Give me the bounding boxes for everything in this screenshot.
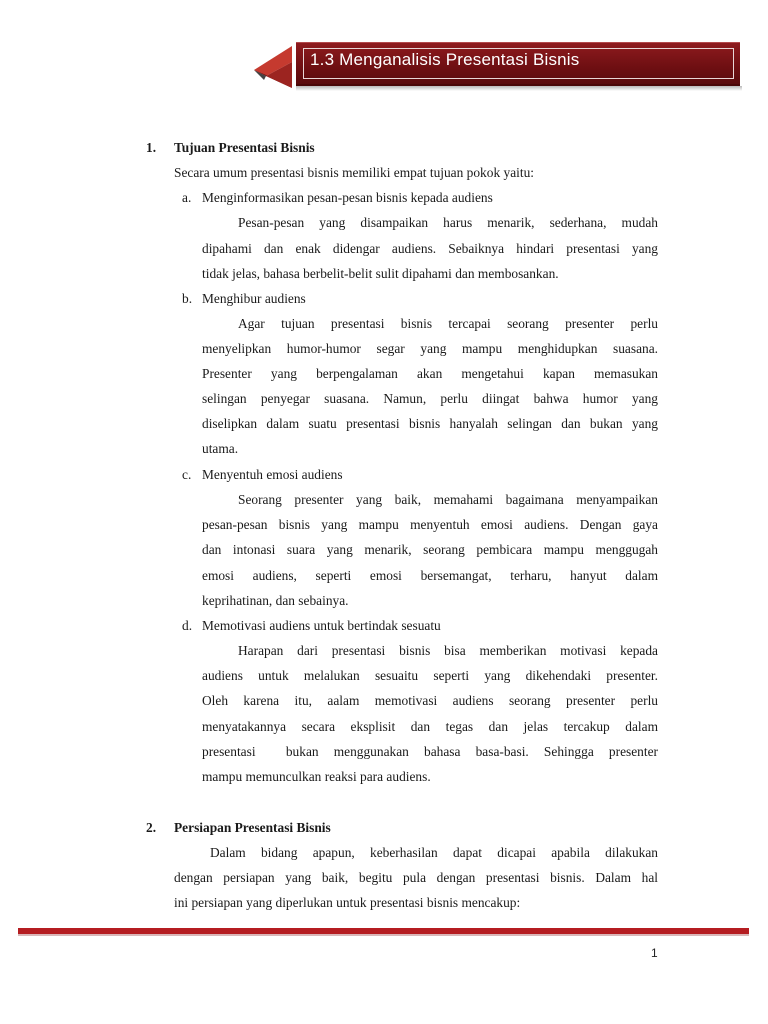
item-title: Menyentuh emosi audiens	[202, 467, 343, 482]
banner-shadow	[296, 86, 742, 91]
paragraph-line: Presenter yang berpengalaman akan mengetahui kapan memasukan	[202, 366, 658, 381]
paragraph-line: dan intonasi suara yang menarik, seorang pembicara mampu menggugah	[202, 542, 658, 557]
paragraph-line: audiens untuk melalukan sesuaitu seperti yang dikehendaki presenter.	[202, 668, 658, 683]
paragraph-line: dipahami dan enak didengar audiens. Sebaiknya hindari presentasi yang	[202, 241, 658, 256]
page-number: 1	[651, 946, 658, 960]
item-letter: a.	[182, 190, 192, 205]
title-banner	[296, 42, 740, 86]
section-heading: Persiapan Presentasi Bisnis	[174, 820, 331, 835]
paragraph-line: pesan-pesan bisnis yang mampu menyentuh emosi audiens. Dengan gaya	[202, 517, 658, 532]
page-title: 1.3 Menganalisis Presentasi Bisnis	[310, 50, 580, 69]
section-number: 2.	[146, 820, 157, 835]
paragraph-line: keprihatinan, dan sebainya.	[202, 593, 349, 608]
arrow-logo-icon	[252, 40, 298, 90]
paragraph-line: Harapan dari presentasi bisnis bisa memberikan motivasi kepada	[238, 643, 658, 658]
item-title: Menginformasikan pesan-pesan bisnis kepada audiens	[202, 190, 493, 205]
item-title: Menghibur audiens	[202, 291, 306, 306]
paragraph-line: menyatakannya secara eksplisit dan tegas dan jelas tercakup dalam	[202, 719, 658, 734]
paragraph-line: Oleh karena itu, aalam memotivasi audiens seorang presenter perlu	[202, 693, 658, 708]
paragraph-line: emosi audiens, seperti emosi bersemangat, terharu, hanyut dalam	[202, 568, 658, 583]
paragraph-line: Dalam bidang apapun, keberhasilan dapat dicapai apabila dilakukan	[210, 845, 658, 860]
paragraph-line: selingan penyegar suasana. Namun, perlu diingat bahwa humor yang	[202, 391, 658, 406]
paragraph-line: presentasi bukan menggunakan bahasa basa-basi. Sehingga presenter	[202, 744, 658, 759]
paragraph-line: Agar tujuan presentasi bisnis tercapai seorang presenter perlu	[238, 316, 658, 331]
paragraph-line: Seorang presenter yang baik, memahami bagaimana menyampaikan	[238, 492, 658, 507]
paragraph-line: utama.	[202, 441, 239, 456]
section-heading: Tujuan Presentasi Bisnis	[174, 140, 315, 155]
item-letter: d.	[182, 618, 193, 633]
item-title: Memotivasi audiens untuk bertindak sesuatu	[202, 618, 441, 633]
paragraph-line: tidak jelas, bahasa berbelit-belit sulit dipahami dan membosankan.	[202, 266, 559, 281]
page-header	[0, 0, 768, 110]
item-letter: c.	[182, 467, 192, 482]
section-intro: Secara umum presentasi bisnis memiliki empat tujuan pokok yaitu:	[174, 165, 534, 180]
paragraph-line: menyelipkan humor-humor segar yang mampu menghidupkan suasana.	[202, 341, 658, 356]
section-number: 1.	[146, 140, 157, 155]
paragraph-line: ini persiapan yang diperlukan untuk presentasi bisnis mencakup:	[174, 895, 521, 910]
item-letter: b.	[182, 291, 193, 306]
paragraph-line: diselipkan dalam suatu presentasi bisnis hanyalah selingan dan bukan yang	[202, 416, 658, 431]
footer-rule-shadow	[18, 934, 749, 936]
paragraph-line: dengan persiapan yang baik, begitu pula dengan presentasi bisnis. Dalam hal	[174, 870, 658, 885]
paragraph-line: mampu memunculkan reaksi para audiens.	[202, 769, 431, 784]
paragraph-line: Pesan-pesan yang disampaikan harus menarik, sederhana, mudah	[238, 215, 658, 230]
